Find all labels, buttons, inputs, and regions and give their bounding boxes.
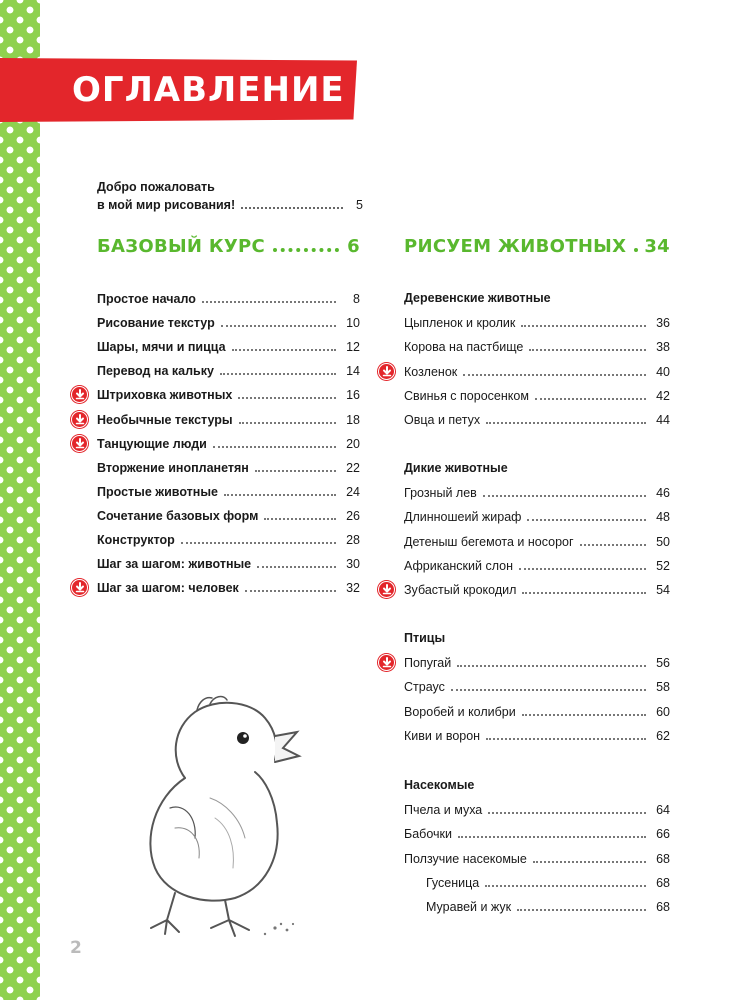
toc-entry[interactable] (404, 679, 670, 695)
toc-entry[interactable] (404, 485, 670, 501)
toc-entry[interactable] (97, 412, 360, 428)
leader-dots (580, 544, 646, 546)
toc-entry-label: Попугай (404, 656, 452, 670)
download-arrow-icon (71, 386, 88, 403)
toc-entry-page: 62 (656, 729, 670, 743)
section-basic-page: 6 (347, 236, 360, 257)
toc-entry-page: 24 (346, 485, 360, 499)
intro-page: 5 (356, 198, 363, 212)
toc-entry[interactable] (97, 556, 360, 572)
leader-dots (533, 861, 646, 863)
toc-entry-page: 10 (346, 316, 360, 330)
leader-dots (485, 885, 646, 887)
toc-entry[interactable] (404, 802, 670, 818)
toc-entry[interactable] (404, 582, 670, 598)
toc-entry-label: Страус (404, 680, 445, 694)
leader-dots (273, 248, 339, 252)
toc-entry-page: 58 (656, 680, 670, 694)
toc-entry-page: 38 (656, 340, 670, 354)
leader-dots (458, 836, 646, 838)
toc-entry[interactable] (97, 291, 360, 307)
leader-dots (488, 812, 646, 814)
toc-entry-page: 48 (656, 510, 670, 524)
download-arrow-icon (71, 435, 88, 452)
toc-entry-page: 28 (346, 533, 360, 547)
toc-entry-label: Козленок (404, 365, 458, 379)
toc-entry[interactable] (404, 534, 670, 550)
toc-entry[interactable] (404, 558, 670, 574)
toc-entry-label: Ползучие насекомые (404, 852, 527, 866)
leader-dots (255, 470, 336, 472)
toc-entry-page: 68 (656, 876, 670, 890)
leader-dots (486, 738, 646, 740)
toc-entry-page: 44 (656, 413, 670, 427)
toc-entry-label: Конструктор (97, 533, 175, 547)
toc-entry-page: 12 (346, 340, 360, 354)
toc-entry-label: Цыпленок и кролик (404, 316, 516, 330)
toc-entry-label: Танцующие люди (97, 437, 207, 451)
download-arrow-icon (71, 579, 88, 596)
leader-dots (257, 566, 336, 568)
toc-entry-page: 30 (346, 557, 360, 571)
toc-entry-page: 46 (656, 486, 670, 500)
leader-dots (486, 422, 646, 424)
toc-entry-page: 8 (353, 292, 360, 306)
section-basic-heading[interactable] (97, 236, 360, 257)
toc-entry-page: 42 (656, 389, 670, 403)
toc-entry-label: Детеныш бегемота и носорог (404, 535, 574, 549)
toc-entry[interactable] (404, 388, 670, 404)
page-title: ОГЛАВЛЕНИЕ (72, 70, 345, 110)
download-arrow-icon (71, 411, 88, 428)
toc-entry-page: 20 (346, 437, 360, 451)
toc-entry-label: Овца и петух (404, 413, 481, 427)
toc-entry-label: Длинношеий жираф (404, 510, 522, 524)
toc-entry-label: Муравей и жук (426, 900, 512, 914)
toc-entry[interactable] (404, 364, 670, 380)
leader-dots (238, 397, 336, 399)
leader-dots (181, 542, 336, 544)
intro-line1: Добро пожаловать (97, 180, 215, 194)
toc-entry[interactable] (404, 315, 670, 331)
toc-entry-label: Киви и ворон (404, 729, 481, 743)
toc-entry[interactable] (426, 875, 670, 891)
download-arrow-icon (378, 654, 395, 671)
leader-dots (213, 446, 336, 448)
intro-entry[interactable] (97, 178, 363, 214)
toc-category-heading: Деревенские животные (404, 291, 551, 305)
toc-entry-label: Простое начало (97, 292, 196, 306)
leader-dots (522, 592, 646, 594)
toc-entry-label: Необычные текстуры (97, 413, 233, 427)
toc-entry[interactable] (404, 704, 670, 720)
toc-entry-label: Рисование текстур (97, 316, 215, 330)
toc-entry[interactable] (97, 484, 360, 500)
toc-entry-page: 16 (346, 388, 360, 402)
leader-dots (527, 519, 646, 521)
leader-dots (221, 325, 336, 327)
toc-category-heading: Дикие животные (404, 461, 508, 475)
toc-entry-label: Зубастый крокодил (404, 583, 517, 597)
leader-dots (483, 495, 646, 497)
toc-entry-label: Перевод на кальку (97, 364, 214, 378)
leader-dots (521, 325, 646, 327)
toc-entry-page: 32 (346, 581, 360, 595)
toc-entry-page: 56 (656, 656, 670, 670)
leader-dots (241, 207, 343, 209)
toc-entry-label: Сочетание базовых форм (97, 509, 259, 523)
toc-entry-page: 40 (656, 365, 670, 379)
toc-entry[interactable] (426, 899, 670, 915)
toc-entry-label: Африканский слон (404, 559, 513, 573)
leader-dots (245, 590, 336, 592)
toc-entry-page: 36 (656, 316, 670, 330)
leader-dots (535, 398, 646, 400)
toc-entry-page: 64 (656, 803, 670, 817)
toc-entry-label: Шаг за шагом: человек (97, 581, 239, 595)
leader-dots (220, 373, 336, 375)
toc-entry-label: Бабочки (404, 827, 452, 841)
toc-entry[interactable] (404, 826, 670, 842)
toc-entry-page: 50 (656, 535, 670, 549)
leader-dots (239, 422, 336, 424)
toc-entry[interactable] (404, 728, 670, 744)
toc-entry-label: Корова на пастбище (404, 340, 524, 354)
section-animals-page: 34 (644, 236, 670, 257)
leader-dots (634, 248, 636, 252)
toc-entry[interactable] (97, 436, 360, 452)
leader-dots (232, 349, 336, 351)
toc-entry[interactable] (97, 532, 360, 548)
toc-entry-page: 18 (346, 413, 360, 427)
page-number: 2 (70, 938, 82, 958)
intro-line2: в мой мир рисования! (97, 198, 236, 212)
toc-entry-page: 68 (656, 852, 670, 866)
chick-sketch-illustration (115, 688, 315, 943)
toc-entry-page: 68 (656, 900, 670, 914)
polka-dot-strip (0, 0, 40, 1000)
leader-dots (224, 494, 336, 496)
download-arrow-icon (378, 363, 395, 380)
section-animals-title: РИСУЕМ ЖИВОТНЫХ (404, 236, 627, 257)
toc-entry-label: Грозный лев (404, 486, 477, 500)
toc-entry[interactable] (404, 851, 670, 867)
toc-entry[interactable] (404, 339, 670, 355)
toc-entry-label: Воробей и колибри (404, 705, 516, 719)
leader-dots (264, 518, 336, 520)
toc-entry-page: 14 (346, 364, 360, 378)
leader-dots (202, 301, 336, 303)
toc-entry[interactable] (97, 508, 360, 524)
toc-entry[interactable] (97, 580, 360, 596)
download-arrow-icon (378, 581, 395, 598)
leader-dots (519, 568, 646, 570)
toc-entry[interactable] (97, 387, 360, 403)
toc-entry-page: 66 (656, 827, 670, 841)
toc-entry[interactable] (97, 460, 360, 476)
leader-dots (522, 714, 646, 716)
leader-dots (463, 374, 646, 376)
toc-entry-label: Пчела и муха (404, 803, 483, 817)
section-animals-heading[interactable] (404, 236, 670, 257)
toc-entry-label: Свинья с поросенком (404, 389, 529, 403)
toc-entry[interactable] (97, 315, 360, 331)
toc-category-heading: Насекомые (404, 778, 475, 792)
toc-entry[interactable] (404, 509, 670, 525)
leader-dots (451, 689, 646, 691)
section-basic-title: БАЗОВЫЙ КУРС (97, 236, 266, 257)
toc-entry-label: Шаг за шагом: животные (97, 557, 252, 571)
toc-entry-label: Вторжение инопланетян (97, 461, 249, 475)
toc-entry-page: 54 (656, 583, 670, 597)
leader-dots (517, 909, 646, 911)
toc-entry[interactable] (97, 363, 360, 379)
toc-entry-label: Шары, мячи и пицца (97, 340, 226, 354)
leader-dots (457, 665, 646, 667)
toc-entry-label: Гусеница (426, 876, 480, 890)
toc-entry-page: 52 (656, 559, 670, 573)
toc-entry-label: Штриховка животных (97, 388, 233, 402)
toc-entry-page: 22 (346, 461, 360, 475)
toc-entry[interactable] (97, 339, 360, 355)
leader-dots (529, 349, 646, 351)
toc-entry[interactable] (404, 412, 670, 428)
toc-entry-label: Простые животные (97, 485, 218, 499)
toc-entry[interactable] (404, 655, 670, 671)
toc-entry-page: 60 (656, 705, 670, 719)
toc-category-heading: Птицы (404, 631, 446, 645)
toc-entry-page: 26 (346, 509, 360, 523)
